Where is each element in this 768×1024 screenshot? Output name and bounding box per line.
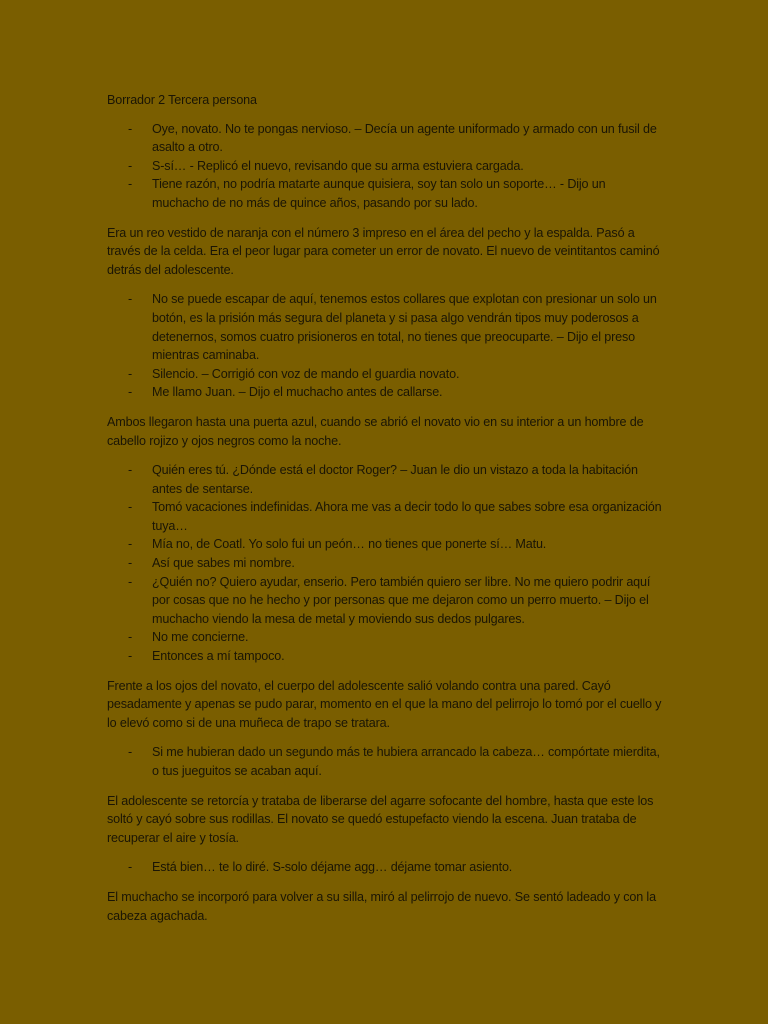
document-blocks bbox=[107, 120, 663, 926]
dialogue-line: - ¿Quién no? Quiero ayudar, enserio. Pero también quiero ser libre. No me quiero podrir aquí por cosas que no he hecho y por personas que me dejaron como un perro muerto. – Dijo el muchacho viendo la mesa de metal y moviendo sus dedos pulgares. bbox=[107, 573, 663, 629]
narrative-paragraph: Ambos llegaron hasta una puerta azul, cuando se abrió el novato vio en su interior a un hombre de cabello rojizo y ojos negros como la noche. bbox=[107, 414, 644, 448]
dialogue-line: - S-sí… - Replicó el nuevo, revisando que su arma estuviera cargada. bbox=[107, 157, 663, 176]
dialogue-line: - Mía no, de Coatl. Yo solo fui un peón… no tienes que ponerte sí… Matu. bbox=[107, 535, 663, 554]
dialogue-line: - Quién eres tú. ¿Dónde está el doctor Roger? – Juan le dio un vistazo a toda la habitación antes de sentarse. bbox=[107, 461, 663, 498]
dialogue-line: - No me concierne. bbox=[107, 628, 663, 647]
dialogue-list bbox=[107, 461, 663, 666]
dialogue-list bbox=[107, 743, 663, 780]
dialogue-line: - Tomó vacaciones indefinidas. Ahora me vas a decir todo lo que sabes sobre esa organización tuya… bbox=[107, 498, 663, 535]
dialogue-line: - Oye, novato. No te pongas nervioso. – Decía un agente uniformado y armado con un fusil de asalto a otro. bbox=[107, 120, 663, 157]
dialogue-line: - Así que sabes mi nombre. bbox=[107, 554, 663, 573]
narrative-paragraph: El adolescente se retorcía y trataba de liberarse del agarre sofocante del hombre, hasta que este los soltó y cayó sobre sus rodillas. El novato se quedó estupefacto viendo la escena. Juan trataba de recuperar el aire y tosía. bbox=[107, 793, 654, 845]
narrative-paragraph: Frente a los ojos del novato, el cuerpo del adolescente salió volando contra una pared. Cayó pesadamente y apenas se pudo parar, momento en el que la mano del pelirrojo lo tomó por el cuello y lo elevó como si de una muñeca de trapo se tratara. bbox=[107, 678, 662, 730]
dialogue-line: - Si me hubieran dado un segundo más te hubiera arrancado la cabeza… compórtate mierdita, o tus jueguitos se acaban aquí. bbox=[107, 743, 663, 780]
dialogue-line: - Tiene razón, no podría matarte aunque quisiera, soy tan solo un soporte… - Dijo un muchacho de no más de quince años, pasando por su lado. bbox=[107, 175, 663, 212]
document-body bbox=[107, 91, 663, 936]
dialogue-line: - Está bien… te lo diré. S-solo déjame agg… déjame tomar asiento. bbox=[107, 858, 663, 877]
dialogue-list bbox=[107, 120, 663, 213]
dialogue-line: - No se puede escapar de aquí, tenemos estos collares que explotan con presionar un solo un botón, es la prisión más segura del planeta y si pasa algo vendrán tipos muy poderosos a detenernos, somos cuatro prisioneros en total, no tienes que preocuparte. – Dijo el preso mientras caminaba. bbox=[107, 290, 663, 364]
dialogue-line: - Silencio. – Corrigió con voz de mando el guardia novato. bbox=[107, 365, 663, 384]
narrative-paragraph: Era un reo vestido de naranja con el número 3 impreso en el área del pecho y la espalda. Pasó a través de la celda. Era el peor lugar para cometer un error de novato. El nuevo de veintitantos caminó detrás del adolescente. bbox=[107, 225, 660, 277]
dialogue-line: - Me llamo Juan. – Dijo el muchacho antes de callarse. bbox=[107, 383, 663, 402]
dialogue-list bbox=[107, 858, 663, 877]
dialogue-line: - Entonces a mí tampoco. bbox=[107, 647, 663, 666]
document-title: Borrador 2 Tercera persona bbox=[107, 93, 257, 107]
narrative-paragraph: El muchacho se incorporó para volver a su silla, miró al pelirrojo de nuevo. Se sentó ladeado y con la cabeza agachada. bbox=[107, 889, 656, 923]
dialogue-list bbox=[107, 290, 663, 402]
